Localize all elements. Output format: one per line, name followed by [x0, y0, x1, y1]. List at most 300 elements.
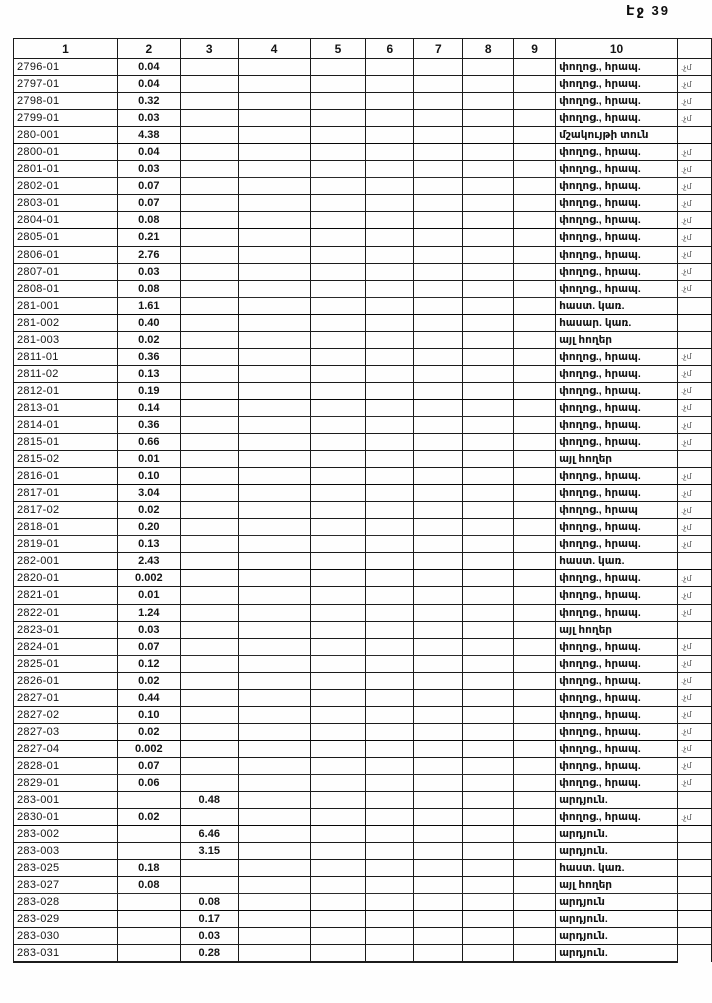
empty-cell — [414, 93, 463, 110]
empty-cell — [310, 826, 366, 843]
area-value-col2: 0.66 — [117, 434, 180, 451]
empty-cell — [366, 485, 414, 502]
empty-cell — [414, 416, 463, 433]
empty-cell — [238, 570, 310, 587]
empty-cell — [514, 178, 556, 195]
land-use-label: փողոց., հրապ. — [556, 655, 678, 672]
empty-cell — [238, 416, 310, 433]
margin-annotation-empty — [677, 792, 711, 809]
land-use-label: փողոց., հրապ. — [556, 348, 678, 365]
area-value-col3 — [180, 161, 238, 178]
empty-cell — [366, 416, 414, 433]
empty-cell — [366, 757, 414, 774]
empty-cell — [366, 451, 414, 468]
table-row — [14, 178, 712, 195]
empty-cell — [310, 911, 366, 928]
empty-cell — [514, 894, 556, 911]
margin-annotation-mark: .չմ — [677, 536, 711, 553]
parcel-code: 2808-01 — [14, 280, 118, 297]
table-row — [14, 451, 712, 468]
area-value-col2: 0.04 — [117, 144, 180, 161]
margin-annotation-mark: .չմ — [677, 723, 711, 740]
land-use-label: փողոց., հրապ. — [556, 229, 678, 246]
land-use-label: մշակույթի տուն — [556, 127, 678, 144]
empty-cell — [238, 826, 310, 843]
empty-cell — [414, 229, 463, 246]
empty-cell — [514, 740, 556, 757]
empty-cell — [310, 723, 366, 740]
margin-annotation-mark: .չմ — [677, 76, 711, 93]
empty-cell — [310, 536, 366, 553]
empty-cell — [414, 76, 463, 93]
parcel-code: 2827-04 — [14, 740, 118, 757]
empty-cell — [238, 928, 310, 945]
empty-cell — [366, 809, 414, 826]
area-value-col3 — [180, 399, 238, 416]
margin-annotation-mark: .չմ — [677, 570, 711, 587]
empty-cell — [463, 110, 514, 127]
margin-annotation-mark: .չմ — [677, 280, 711, 297]
table-row — [14, 672, 712, 689]
empty-cell — [414, 553, 463, 570]
empty-cell — [414, 519, 463, 536]
table-row — [14, 195, 712, 212]
parcel-code: 2801-01 — [14, 161, 118, 178]
empty-cell — [310, 689, 366, 706]
empty-cell — [414, 774, 463, 791]
parcel-code: 2806-01 — [14, 246, 118, 263]
empty-cell — [366, 928, 414, 945]
area-value-col2: 0.04 — [117, 59, 180, 76]
empty-cell — [366, 655, 414, 672]
empty-cell — [366, 502, 414, 519]
table-row — [14, 740, 712, 757]
empty-cell — [366, 774, 414, 791]
empty-cell — [238, 263, 310, 280]
area-value-col3 — [180, 672, 238, 689]
empty-cell — [310, 280, 366, 297]
parcel-code: 2804-01 — [14, 212, 118, 229]
parcel-code: 283-029 — [14, 911, 118, 928]
empty-cell — [238, 161, 310, 178]
empty-cell — [514, 195, 556, 212]
land-use-label: փողոց., հրապ. — [556, 144, 678, 161]
empty-cell — [463, 570, 514, 587]
empty-cell — [310, 638, 366, 655]
area-value-col3 — [180, 297, 238, 314]
empty-cell — [514, 314, 556, 331]
table-row — [14, 382, 712, 399]
area-value-col3 — [180, 519, 238, 536]
parcel-code: 282-001 — [14, 553, 118, 570]
empty-cell — [463, 178, 514, 195]
land-use-label: փողոց., հրապ. — [556, 536, 678, 553]
area-value-col3 — [180, 536, 238, 553]
column-header-7: 7 — [414, 39, 463, 59]
area-value-col3 — [180, 416, 238, 433]
empty-cell — [514, 161, 556, 178]
margin-annotation-mark: .չմ — [677, 638, 711, 655]
area-value-col2: 0.36 — [117, 416, 180, 433]
area-value-col3: 6.46 — [180, 826, 238, 843]
parcel-code: 2830-01 — [14, 809, 118, 826]
empty-cell — [238, 110, 310, 127]
column-header-3: 3 — [180, 39, 238, 59]
empty-cell — [463, 485, 514, 502]
empty-cell — [310, 229, 366, 246]
empty-cell — [463, 263, 514, 280]
margin-annotation-empty — [677, 928, 711, 945]
empty-cell — [310, 570, 366, 587]
empty-cell — [238, 93, 310, 110]
land-use-label: հաստ. կառ. — [556, 553, 678, 570]
empty-cell — [463, 468, 514, 485]
land-use-label: արդյուն. — [556, 928, 678, 945]
empty-cell — [366, 76, 414, 93]
empty-cell — [310, 672, 366, 689]
empty-cell — [238, 553, 310, 570]
empty-cell — [514, 365, 556, 382]
parcel-code: 2824-01 — [14, 638, 118, 655]
area-value-col2: 0.01 — [117, 451, 180, 468]
margin-annotation-mark: .չմ — [677, 655, 711, 672]
empty-cell — [238, 280, 310, 297]
empty-cell — [310, 860, 366, 877]
area-value-col2: 0.02 — [117, 672, 180, 689]
empty-cell — [414, 570, 463, 587]
empty-cell — [366, 877, 414, 894]
land-use-label: այլ հողեր — [556, 331, 678, 348]
empty-cell — [514, 672, 556, 689]
area-value-col3 — [180, 110, 238, 127]
empty-cell — [463, 587, 514, 604]
area-value-col3 — [180, 723, 238, 740]
area-value-col2: 0.02 — [117, 502, 180, 519]
empty-cell — [514, 110, 556, 127]
empty-cell — [463, 877, 514, 894]
margin-annotation-mark: .չմ — [677, 365, 711, 382]
empty-cell — [414, 161, 463, 178]
empty-cell — [238, 638, 310, 655]
empty-cell — [414, 195, 463, 212]
empty-cell — [238, 774, 310, 791]
margin-annotation-empty — [677, 621, 711, 638]
land-use-label: փողոց., հրապ. — [556, 706, 678, 723]
empty-cell — [463, 280, 514, 297]
land-use-label: փողոց., հրապ. — [556, 93, 678, 110]
table-row — [14, 365, 712, 382]
land-use-label: փողոց., հրապ. — [556, 774, 678, 791]
parcel-code: 2807-01 — [14, 263, 118, 280]
area-value-col3 — [180, 740, 238, 757]
parcel-code: 283-030 — [14, 928, 118, 945]
empty-cell — [238, 655, 310, 672]
table-row — [14, 945, 712, 963]
empty-cell — [463, 365, 514, 382]
margin-annotation-mark: .չմ — [677, 502, 711, 519]
empty-cell — [414, 297, 463, 314]
empty-cell — [238, 451, 310, 468]
empty-cell — [463, 382, 514, 399]
area-value-col2: 0.08 — [117, 212, 180, 229]
empty-cell — [514, 246, 556, 263]
empty-cell — [463, 638, 514, 655]
margin-annotation-mark: .չմ — [677, 485, 711, 502]
empty-cell — [414, 314, 463, 331]
empty-cell — [366, 621, 414, 638]
land-use-label: այլ հողեր — [556, 877, 678, 894]
table-row — [14, 519, 712, 536]
table-row — [14, 792, 712, 809]
table-row — [14, 860, 712, 877]
empty-cell — [463, 144, 514, 161]
empty-cell — [514, 536, 556, 553]
area-value-col2: 0.10 — [117, 468, 180, 485]
parcel-code: 2816-01 — [14, 468, 118, 485]
land-use-label: հասար. կառ. — [556, 314, 678, 331]
empty-cell — [310, 399, 366, 416]
empty-cell — [310, 587, 366, 604]
empty-cell — [238, 365, 310, 382]
area-value-col2: 0.44 — [117, 689, 180, 706]
area-value-col2: 0.04 — [117, 76, 180, 93]
empty-cell — [414, 587, 463, 604]
empty-cell — [514, 945, 556, 963]
margin-annotation-mark: .չմ — [677, 706, 711, 723]
area-value-col2 — [117, 928, 180, 945]
empty-cell — [238, 757, 310, 774]
area-value-col3 — [180, 706, 238, 723]
parcel-code: 2827-02 — [14, 706, 118, 723]
empty-cell — [366, 195, 414, 212]
area-value-col2: 0.002 — [117, 570, 180, 587]
empty-cell — [366, 553, 414, 570]
area-value-col3 — [180, 485, 238, 502]
empty-cell — [310, 195, 366, 212]
empty-cell — [414, 178, 463, 195]
empty-cell — [414, 894, 463, 911]
empty-cell — [514, 774, 556, 791]
area-value-col2: 0.02 — [117, 331, 180, 348]
table-row — [14, 348, 712, 365]
empty-cell — [238, 604, 310, 621]
empty-cell — [463, 911, 514, 928]
empty-cell — [414, 399, 463, 416]
empty-cell — [514, 826, 556, 843]
empty-cell — [366, 894, 414, 911]
parcel-code: 283-002 — [14, 826, 118, 843]
empty-cell — [366, 860, 414, 877]
empty-cell — [463, 127, 514, 144]
land-use-label: փողոց., հրապ. — [556, 178, 678, 195]
empty-cell — [310, 706, 366, 723]
empty-cell — [414, 723, 463, 740]
empty-cell — [366, 212, 414, 229]
area-value-col3 — [180, 860, 238, 877]
table-row — [14, 843, 712, 860]
margin-annotation-empty — [677, 826, 711, 843]
empty-cell — [366, 519, 414, 536]
land-use-label: փողոց., հրապ. — [556, 212, 678, 229]
empty-cell — [238, 246, 310, 263]
empty-cell — [414, 59, 463, 76]
table-row — [14, 655, 712, 672]
empty-cell — [414, 110, 463, 127]
empty-cell — [238, 945, 310, 963]
empty-cell — [514, 348, 556, 365]
table-row — [14, 809, 712, 826]
empty-cell — [310, 263, 366, 280]
empty-cell — [366, 144, 414, 161]
empty-cell — [414, 502, 463, 519]
margin-annotation-empty — [677, 127, 711, 144]
empty-cell — [366, 280, 414, 297]
empty-cell — [414, 655, 463, 672]
empty-cell — [414, 672, 463, 689]
area-value-col3 — [180, 195, 238, 212]
empty-cell — [238, 59, 310, 76]
empty-cell — [514, 860, 556, 877]
parcel-code: 2827-03 — [14, 723, 118, 740]
margin-annotation-mark: .չմ — [677, 93, 711, 110]
empty-cell — [310, 178, 366, 195]
empty-cell — [310, 93, 366, 110]
land-use-label: փողոց., հրապ. — [556, 638, 678, 655]
empty-cell — [310, 76, 366, 93]
area-value-col2: 0.03 — [117, 161, 180, 178]
parcel-code: 281-001 — [14, 297, 118, 314]
table-row — [14, 928, 712, 945]
parcel-code: 2796-01 — [14, 59, 118, 76]
empty-cell — [514, 587, 556, 604]
empty-cell — [463, 93, 514, 110]
empty-cell — [463, 792, 514, 809]
empty-cell — [310, 110, 366, 127]
parcel-code: 283-025 — [14, 860, 118, 877]
empty-cell — [238, 894, 310, 911]
land-use-label: փողոց., հրապ. — [556, 723, 678, 740]
table-row — [14, 59, 712, 76]
parcel-code: 281-002 — [14, 314, 118, 331]
empty-cell — [514, 93, 556, 110]
empty-cell — [414, 280, 463, 297]
land-use-label: փողոց., հրապ. — [556, 689, 678, 706]
empty-cell — [414, 809, 463, 826]
column-header-4: 4 — [238, 39, 310, 59]
land-use-label: փողոց., հրապ. — [556, 587, 678, 604]
empty-cell — [414, 365, 463, 382]
empty-cell — [463, 399, 514, 416]
column-header-1: 1 — [14, 39, 118, 59]
margin-annotation-empty — [677, 314, 711, 331]
area-value-col3 — [180, 553, 238, 570]
margin-annotation-mark: .չմ — [677, 399, 711, 416]
empty-cell — [463, 757, 514, 774]
table-row — [14, 757, 712, 774]
margin-annotation-mark: .չմ — [677, 144, 711, 161]
area-value-col2: 4.38 — [117, 127, 180, 144]
table-row — [14, 314, 712, 331]
table-row — [14, 570, 712, 587]
area-value-col2: 0.08 — [117, 877, 180, 894]
empty-cell — [366, 706, 414, 723]
empty-cell — [310, 945, 366, 963]
table-row — [14, 894, 712, 911]
empty-cell — [414, 621, 463, 638]
empty-cell — [310, 348, 366, 365]
margin-annotation-empty — [677, 843, 711, 860]
area-value-col2: 0.21 — [117, 229, 180, 246]
land-use-label: փողոց., հրապ. — [556, 110, 678, 127]
empty-cell — [238, 792, 310, 809]
empty-cell — [238, 706, 310, 723]
margin-annotation-mark: .չմ — [677, 604, 711, 621]
table-row — [14, 877, 712, 894]
empty-cell — [463, 809, 514, 826]
empty-cell — [463, 161, 514, 178]
land-use-label: հաստ. կառ. — [556, 860, 678, 877]
empty-cell — [463, 826, 514, 843]
empty-cell — [514, 59, 556, 76]
table-row — [14, 399, 712, 416]
parcel-code: 2815-02 — [14, 451, 118, 468]
land-use-label: փողոց., հրապ — [556, 502, 678, 519]
empty-cell — [463, 519, 514, 536]
area-value-col2: 0.13 — [117, 365, 180, 382]
margin-annotation-mark: .չմ — [677, 519, 711, 536]
land-use-label: փողոց., հրապ. — [556, 434, 678, 451]
area-value-col3: 0.17 — [180, 911, 238, 928]
empty-cell — [463, 689, 514, 706]
empty-cell — [514, 621, 556, 638]
empty-cell — [310, 416, 366, 433]
empty-cell — [366, 331, 414, 348]
table-row — [14, 416, 712, 433]
land-use-label: փողոց., հրապ. — [556, 59, 678, 76]
margin-annotation-mark: .չմ — [677, 178, 711, 195]
empty-cell — [463, 928, 514, 945]
area-value-col3: 0.28 — [180, 945, 238, 963]
empty-cell — [514, 570, 556, 587]
area-value-col2: 0.03 — [117, 263, 180, 280]
margin-annotation-empty — [677, 553, 711, 570]
empty-cell — [414, 792, 463, 809]
area-value-col3 — [180, 229, 238, 246]
empty-cell — [310, 485, 366, 502]
area-value-col2: 0.32 — [117, 93, 180, 110]
empty-cell — [463, 76, 514, 93]
empty-cell — [238, 519, 310, 536]
empty-cell — [310, 314, 366, 331]
area-value-col3 — [180, 76, 238, 93]
margin-annotation-mark: .չմ — [677, 212, 711, 229]
empty-cell — [238, 178, 310, 195]
empty-cell — [238, 860, 310, 877]
empty-cell — [366, 229, 414, 246]
parcel-code: 2813-01 — [14, 399, 118, 416]
land-use-label: փողոց., հրապ. — [556, 246, 678, 263]
area-value-col3: 3.15 — [180, 843, 238, 860]
empty-cell — [238, 127, 310, 144]
column-header-5: 5 — [310, 39, 366, 59]
land-use-label: փողոց., հրապ. — [556, 468, 678, 485]
empty-cell — [310, 894, 366, 911]
parcel-code: 2825-01 — [14, 655, 118, 672]
parcel-code: 2802-01 — [14, 178, 118, 195]
land-use-label: փողոց., հրապ. — [556, 740, 678, 757]
empty-cell — [310, 809, 366, 826]
area-value-col2: 0.08 — [117, 280, 180, 297]
